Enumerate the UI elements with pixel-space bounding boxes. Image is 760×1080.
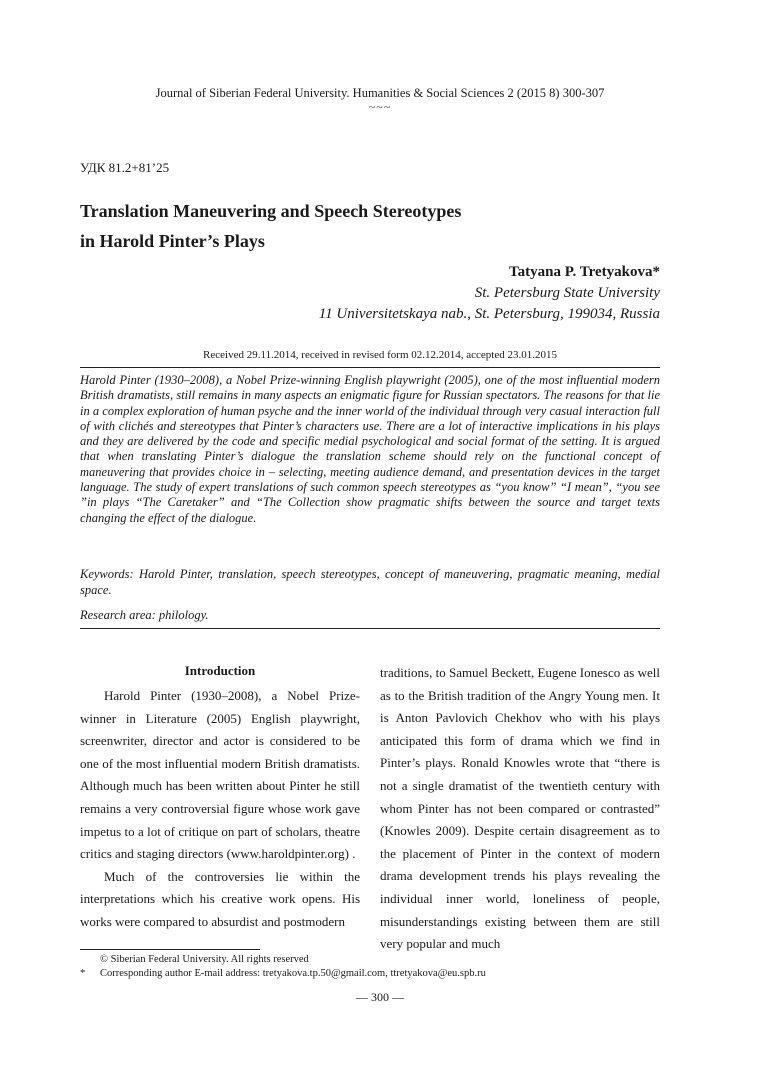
author-address: 11 Universitetskaya nab., St. Petersburg, 199034, Russia	[318, 306, 660, 322]
author-name: Tatyana P. Tretyakova*	[508, 264, 660, 280]
udk-code: УДК 81.2+81’25	[80, 160, 170, 175]
keywords: Keywords: Harold Pinter, translation, speech stereotypes, concept of maneuvering, pragmatic meaning, medial space.	[80, 567, 660, 597]
footnote-mark: *	[80, 968, 86, 979]
footnote-copyright	[80, 953, 309, 967]
received-dates: Received 29.11.2014, received in revised form 02.12.2014, accepted 23.01.2015	[203, 349, 557, 361]
body-paragraph: Much of the controversies lie within the interpretations which his creative work opens. His works were compared to absurdist and postmodern	[80, 868, 360, 929]
author-block	[319, 262, 660, 325]
title-line-1: Translation Maneuvering and Speech Stereotypes	[80, 201, 462, 221]
journal-header: Journal of Siberian Federal University. Humanities & Social Sciences 2 (2015 8) 300-307	[155, 86, 605, 100]
footnote-rule	[80, 949, 260, 950]
research-area: Research area: philology.	[80, 608, 209, 622]
body-column-right	[380, 662, 660, 956]
copyright-text: © Siberian Federal University. All rights reserved	[100, 954, 309, 965]
body-paragraph: Harold Pinter (1930–2008), a Nobel Prize-winner in Literature (2005) English playwright, screenwriter, director and actor is considered to be one of the most influential modern British dramatists. Although much has been written about Pinter he still remains a very controversial figure whose work gave impetus to a lot of critique on part of scholars, theatre critics and staging directors (www.haroldpinter.org) .	[80, 688, 360, 862]
header-ornament: ~~~	[368, 100, 392, 114]
footnote-corresponding	[80, 967, 486, 981]
author-institution: St. Petersburg State University	[474, 285, 660, 301]
page-number: — 300 —	[356, 990, 404, 1004]
abstract: Harold Pinter (1930–2008), a Nobel Prize-winning English playwright (2005), one of the most influential modern British dramatists, still remains in many aspects an enigmatic figure for Russian spectators. The reasons for that lie in a complex exploration of human psyche and the inner world of the individual through very casual interaction full of with clichés and stereotypes that Pinter’s characters use. There are a lot of interactive implications in his plays and they are delivered by the code and specific medial psychological and social format of the setting. It is argued that when translating Pinter’s dialogue the translation scheme should rely on the functional concept of maneuvering that provides choice in – selecting, meeting audience demand, and presentation devices in the target language. The study of expert translations of such common speech stereotypes as “you know” “I mean”, “you see ”in plays “The Caretaker” and “The Collection show pragmatic shifts between the source and target texts changing the effect of the dialogue.	[80, 373, 660, 525]
paper-title	[80, 196, 640, 256]
abstract-top-rule	[80, 367, 660, 368]
abstract-bottom-rule	[80, 628, 660, 629]
section-heading-introduction: Introduction	[184, 663, 256, 678]
corresponding-author-text: Corresponding author E-mail address: tretyakova.tp.50@gmail.com, ttretyakova@eu.spb.ru	[100, 968, 486, 979]
body-column-left	[80, 660, 360, 934]
body-paragraph: traditions, to Samuel Beckett, Eugene Ionesco as well as to the British tradition of the Angry Young men. It is Anton Pavlovich Chekhov who with his plays anticipated this form of drama which we find in Pinter’s plays. Ronald Knowles wrote that “there is not a single dramatist of the twentieth century with whom Pinter has not been compared or contrasted” (Knowles 2009). Despite certain disagreement as to the placement of Pinter in the context of modern drama development trends his plays revealing the individual inner world, loneliness of people, misunderstandings existing between them are still very popular and much	[380, 665, 660, 952]
title-line-2: in Harold Pinter’s Plays	[80, 231, 265, 251]
